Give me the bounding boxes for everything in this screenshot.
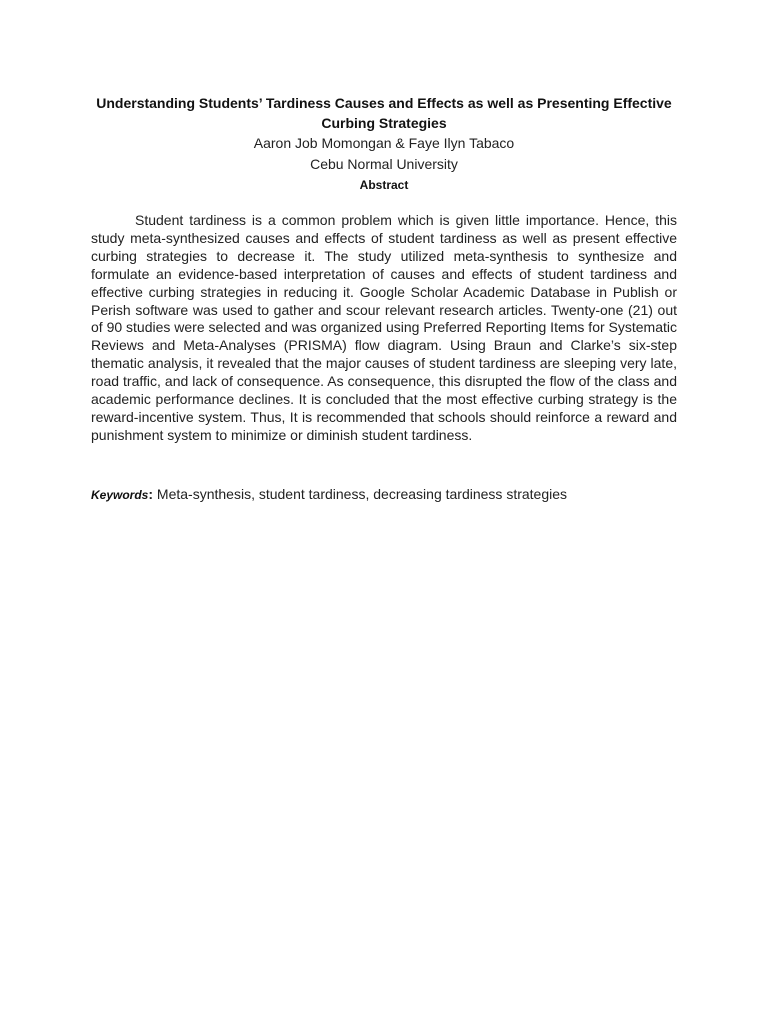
keywords-separator: :	[148, 486, 157, 502]
abstract-body: Student tardiness is a common problem which is given little importance. Hence, this study meta-synthesized causes and effects of student tardiness as well as present effective curbing strategies to decrease it. The study utilized meta-synthesis to synthesize and formulate an evidence-based interpretation of causes and effects of student tardiness and effective curbing strategies in reducing it. Google Scholar Academic Database in Publish or Perish software was used to gather and scour relevant research articles. Twenty-one (21) out of 90 studies were selected and was organized using Preferred Reporting Items for Systematic Reviews and Meta-Analyses (PRISMA) flow diagram. Using Braun and Clarke’s six-step thematic analysis, it revealed that the major causes of student tardiness are sleeping very late, road traffic, and lack of consequence. As consequence, this disrupted the flow of the class and academic performance declines. It is concluded that the most effective curbing strategy is the reward-incentive system. Thus, It is recommended that schools should reinforce a reward and punishment system to minimize or diminish student tardiness.	[91, 212, 677, 443]
abstract-heading: Abstract	[359, 178, 409, 192]
paper-header	[91, 93, 677, 196]
paper-authors: Aaron Job Momongan & Faye Ilyn Tabaco	[253, 135, 515, 151]
keywords-line	[91, 485, 691, 504]
paper-affiliation: Cebu Normal University	[310, 155, 458, 172]
keywords-text: Meta-synthesis, student tardiness, decreasing tardiness strategies	[156, 486, 568, 502]
keywords-label: Keywords	[91, 488, 149, 502]
paper-title: Understanding Students’ Tardiness Causes and Effects as well as Presenting Effective Curbing Strategies	[96, 95, 672, 131]
